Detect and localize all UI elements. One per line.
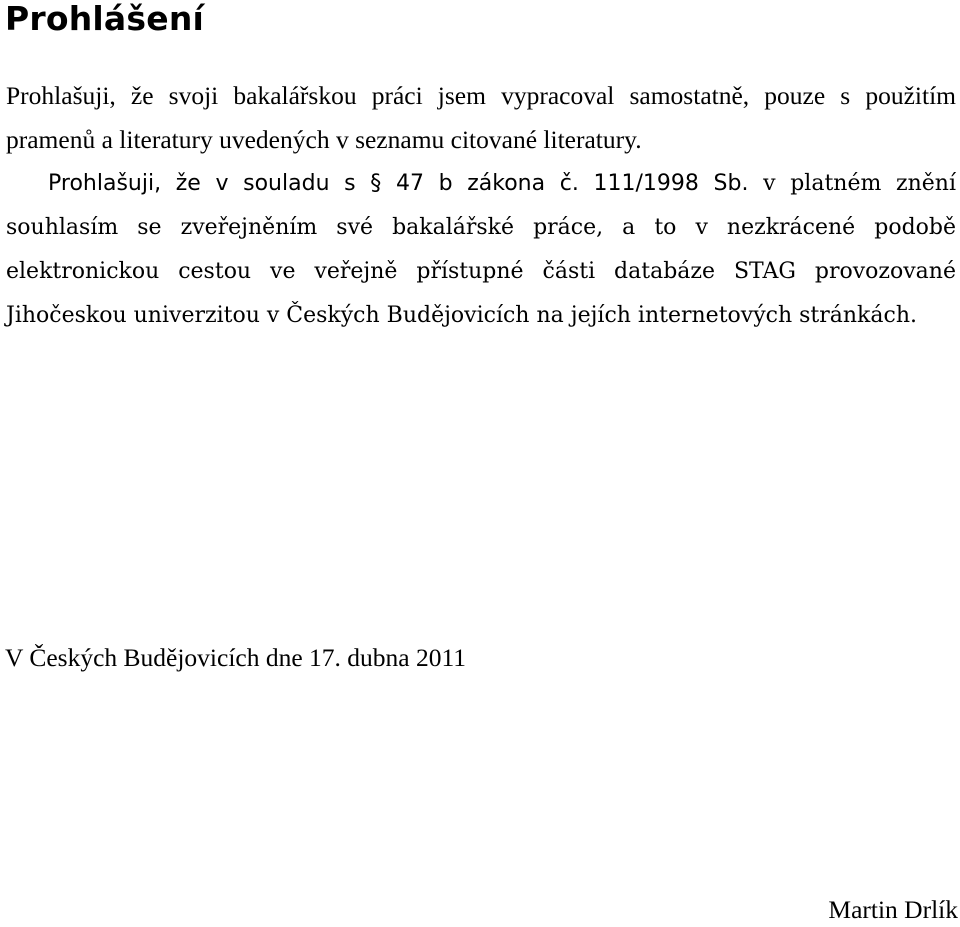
declaration-lead-text: Prohlašuji, že v souladu s § 47 b zákona č. 111/1998 Sb. xyxy=(48,171,749,196)
author-signature: Martin Drlík xyxy=(828,895,958,924)
place-and-date: V Českých Budějovicích dne 17. dubna 2011 xyxy=(5,643,467,672)
declaration-paragraph-publication xyxy=(6,162,956,338)
declaration-rest-text: v platném znění souhlasím se zveřejněním své bakalářské práce, a to v nezkrácené podobě elektronickou cestou ve veřejně přístupné části databáze STAG provozované Jihočeskou univerzitou v Českých Budějovicích na jejích internetových stránkách. xyxy=(6,171,956,328)
declaration-paragraph-authorship: Prohlašuji, že svoji bakalářskou práci jsem vypracoval samostatně, pouze s použitím pramenů a literatury uvedených v seznamu citované literatury. xyxy=(6,81,956,154)
page-title: Prohlášení xyxy=(5,0,205,38)
